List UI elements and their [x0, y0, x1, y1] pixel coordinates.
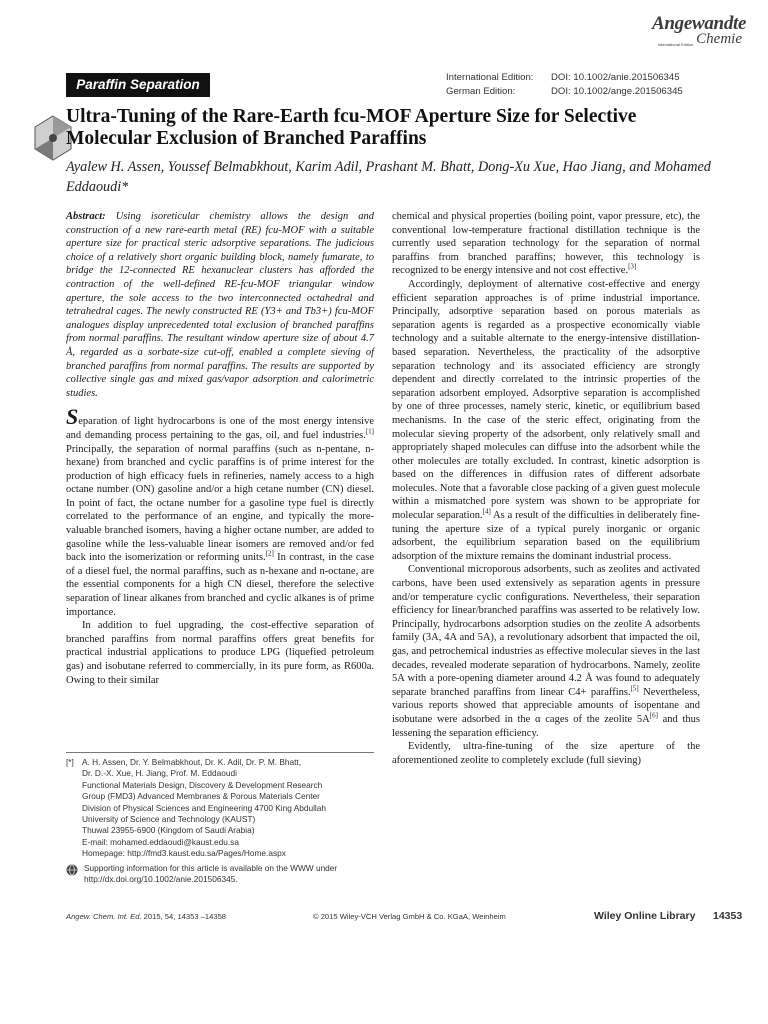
reference-marker[interactable]: [3]	[628, 262, 637, 271]
supporting-info-text[interactable]: Supporting information for this article is available on the WWW under http://dx.doi.org/10.1002/anie.201506345.	[84, 862, 338, 885]
doi-international-value[interactable]: DOI: 10.1002/anie.201506345	[551, 72, 680, 83]
article-title: Ultra-Tuning of the Rare-Earth fcu-MOF Aperture Size for Selective Molecular Exclusion of Branched Paraffins	[66, 106, 637, 149]
abstract-label: Abstract:	[66, 211, 106, 222]
reference-marker[interactable]: [4]	[482, 507, 491, 516]
abstract-text: Using isoreticular chemistry allows the design and construction of a new rare-earth metal (RE) fcu-MOF with a suitable aperture size for practical steric adsorptive separations. The judicious choice of a relatively short organic building block, namely fumarate, to bridge the 12-connected RE hexanuclear clusters has afforded the contraction of the well-defined RE-fcu-MOF triangular window aperture, the sole access to the two interconnected octahedral and tetrahedral cages. The newly constructed RE (Y3+ and Tb3+) fcu-MOF analogues display unprecedented total exclusion of branched paraffins from normal paraffins. The resultant window aperture size of about 4.7 Å, regarded as a sorbate-size cut-off, enabled a complete sieving of branched paraffins from normal paraffins. The results are supported by collective single gas and mixed gas/vapor adsorption and calorimetric studies.	[66, 211, 374, 399]
doi-block	[446, 71, 708, 99]
footnote-line: Division of Physical Sciences and Engineering 4700 King Abdullah	[82, 802, 326, 813]
reference-marker[interactable]: [2]	[265, 549, 274, 558]
journal-citation: Angew. Chem. Int. Ed. 2015, 54, 14353 –14358	[66, 912, 227, 921]
footnote-marker: [*]	[66, 757, 74, 767]
reference-marker[interactable]: [6]	[649, 711, 658, 720]
author-list: Ayalew H. Assen, Youssef Belmabkhout, Karim Adil, Prashant M. Bhatt, Dong-Xu Xue, Hao Jiang, and Mohamed Eddaoudi*	[66, 159, 711, 195]
reference-marker[interactable]: [5]	[630, 684, 639, 693]
copyright-notice: © 2015 Wiley-VCH Verlag GmbH & Co. KGaA, Weinheim	[313, 912, 506, 921]
supporting-info-icon	[66, 864, 78, 876]
homepage-link[interactable]: Homepage: http://fmd3.kaust.edu.sa/Pages/Home.aspx	[82, 848, 286, 859]
supporting-info	[66, 863, 376, 886]
author-email-link[interactable]: E-mail: mohamed.eddaoudi@kaust.edu.sa	[82, 836, 239, 847]
right-column	[392, 210, 700, 767]
body-paragraph-4: Evidently, ultra-fine-tuning of the size aperture of the aforementioned zeolite to completely exclude (full sieving)	[392, 741, 700, 766]
reference-marker[interactable]: [1]	[365, 427, 374, 436]
intro-paragraph-1: Separation of light hydrocarbons is one of the most energy intensive and demanding process pertaining to the gas, oil, and fuel industries.[1] Principally, the separation of normal paraffins (such as n-pentane, n-hexane) from branched and cyclic paraffins is of prime interest for the production of high efficacy fuels in refineries, namely access to a high octane number (ON) gasoline and/or a high cetane number (CN) diesel. In point of fact, the octane number for a gasoline type fuel is directly correlated to the performance of an engine, and typically the more-valuable branched isomers, having a higher octane number, are added to gasoline while the less-valuable linear isomers are removed and/or fed back into the isomerization or reforming units.[2] In contrast, in the case of a diesel fuel, the normal paraffins, such as n-hexane and n-octane, are the essential components for a high CN diesel, therefore the selective separation of linear alkanes from branched and cyclic alkanes is of prime importance.	[66, 404, 375, 618]
page-footer	[66, 910, 742, 924]
left-column	[66, 210, 374, 687]
abstract	[66, 210, 374, 400]
intro-paragraph-2: In addition to fuel upgrading, the cost-effective separation of branched paraffins from normal paraffins offers great benefits for practical industrial applications to produce LPG (liquefied petroleum gas) and isobutane referred to commercially, in its pure form, as R600a. Owing to their similar	[66, 620, 374, 686]
footnote-line: A. H. Assen, Dr. Y. Belmabkhout, Dr. K. Adil, Dr. P. M. Bhatt,	[82, 757, 302, 767]
wiley-online-library-link[interactable]: Wiley Online Library	[594, 910, 696, 922]
footnote-line: University of Science and Technology (KAUST)	[82, 814, 256, 825]
doi-german-value[interactable]: DOI: 10.1002/ange.201506345	[551, 86, 683, 97]
footnote-divider	[66, 752, 374, 753]
logo-edition: International Edition	[657, 42, 694, 47]
footnote-line: Group (FMD3) Advanced Membranes & Porous Materials Center	[82, 791, 320, 802]
doi-international-label: International Edition:	[446, 72, 534, 83]
body-paragraph-3: Conventional microporous adsorbents, such as zeolites and activated carbons, have been used extensively as separation agents in pressure and/or temperature cyclic configurations. Nevertheless, their separation efficiency for linear/branched paraffins was asserted to be relatively low. Principally, hydrocarbons adsorption studies on the zeolite A adsorbents family (3A, 4A and 5A), a revolutionary adsorbent that impacted the oil, gas, and petrochemical industries as effective molecular sieves in the last decades, revealed moderate separation of hydrocarbons. Namely, zeolite 5A with a pore-opening diameter around 4.2 Å was found to adequately separate branched paraffins from linear C4+ paraffins.[5] Nevertheless, various reports showed that appreciable amounts of isopentane and isobutane were adsorbed in the α cages of the zeolite 5A[6] and thus lessening the separation efficiency.	[392, 564, 701, 739]
footnote-line: Dr. D.-X. Xue, H. Jiang, Prof. M. Eddaoudi	[82, 768, 237, 779]
footnote-line: Functional Materials Design, Discovery & Development Research	[82, 779, 323, 790]
doi-international	[446, 71, 708, 85]
doi-german	[446, 85, 708, 99]
body-paragraph-2: Accordingly, deployment of alternative cost-effective and energy efficient separation approaches is of prime industrial importance. Principally, adsorptive separation based on porous materials as separation agents is regarded as a prospective economically viable technology and a suitable alternate to the energy-intensive distillation-based separation. Nevertheless, the practicality of the adsorptive separation technology and its associated efficiency are strongly dependent and directly correlated to the intrinsic properties of the separation adsorbent employed. Adsorptive separation is accomplished by one of three processes, namely steric, kinetic, or equilibrium based mechanisms. In the case of the steric effect, originating from the molecular sieving property of the adsorbent, only relatively small and appropriately shaped molecules can diffuse into the adsorbent while the other molecules are totally excluded. In contrast, kinetic adsorption is based on the differences in diffusion rates of different adsorbate molecules. Note that a favorable close packing of a given guest molecule within a mismatched pore system was shown to be appropriate for molecular separation.[4] As a result of the difficulties in deliberately fine-tuning the aperture size of a typical purely inorganic or organic adsorbent, the equilibrium separation based on the equilibrium adsorption of the mixture remains the dominant industrial process.	[392, 278, 700, 562]
doi-german-label: German Edition:	[446, 86, 516, 97]
footnote-line: Thuwal 23955-6900 (Kingdom of Saudi Arabia)	[82, 825, 255, 836]
author-footnote	[66, 757, 376, 885]
page-number: 14353	[713, 910, 743, 922]
drop-cap: S	[66, 404, 79, 430]
logo-subtitle: Chemie	[696, 31, 742, 47]
logo-name: Angewandte	[652, 13, 747, 34]
body-paragraph-1: chemical and physical properties (boiling point, vapor pressure, etc), the conventional low-temperature fractional distillation technique is the currently used separation technology for the separation of normal paraffins from branched paraffins; however, this technology is recognized to be energy intensive and not cost effective.[3]	[392, 211, 700, 277]
journal-logo	[652, 13, 747, 47]
section-label: Paraffin Separation	[66, 73, 210, 97]
